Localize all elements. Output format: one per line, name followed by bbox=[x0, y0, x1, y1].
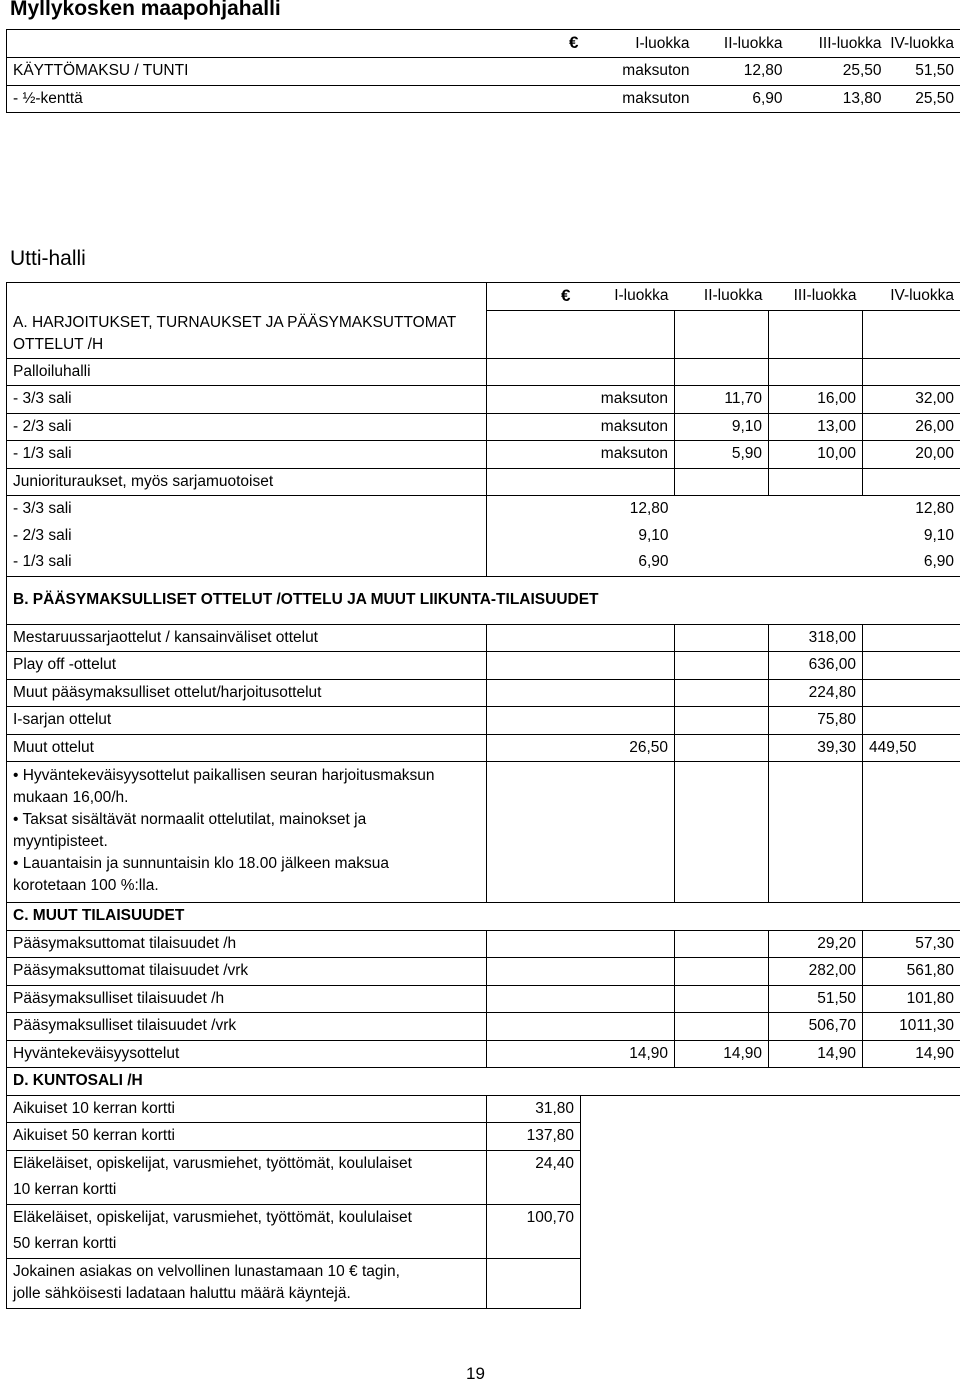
row-label: Eläkeläiset, opiskelijat, varusmiehet, työttömät, koululaiset bbox=[7, 1150, 487, 1177]
table-row bbox=[7, 985, 960, 1013]
cell-value: 31,80 bbox=[487, 1095, 581, 1123]
section-b-heading: B. PÄÄSYMAKSULLISET OTTELUT /OTTELU JA MUUT LIIKUNTA-TILAISUUDET bbox=[7, 576, 960, 624]
euro-symbol: € bbox=[561, 285, 571, 305]
table-row bbox=[7, 386, 960, 414]
cell-value: 25,50 bbox=[789, 58, 888, 86]
row-label: Pääsymaksuttomat tilaisuudet /vrk bbox=[7, 958, 487, 986]
table-row bbox=[7, 85, 960, 113]
note-line: • Lauantaisin ja sunnuntaisin klo 18.00 jälkeen maksua bbox=[13, 855, 389, 872]
cell-value: 9,10 bbox=[863, 523, 960, 550]
cell-value: 9,10 bbox=[638, 526, 669, 544]
cell-value: 561,80 bbox=[863, 958, 960, 986]
table-row bbox=[7, 549, 960, 576]
cell-value: 318,00 bbox=[769, 624, 863, 652]
row-label: - 3/3 sali bbox=[7, 496, 487, 523]
row-label: Muut pääsymaksulliset ottelut/harjoitusottelut bbox=[7, 679, 487, 707]
table-row bbox=[7, 576, 960, 624]
row-label: Palloiluhalli bbox=[7, 358, 487, 386]
cell-value: 449,50 bbox=[863, 734, 960, 762]
page-title-myllykoski: Myllykosken maapohjahalli bbox=[10, 0, 281, 20]
cell-value: 24,40 bbox=[487, 1150, 581, 1177]
page-title-utti: Utti-halli bbox=[10, 247, 86, 270]
cell-value: 636,00 bbox=[769, 652, 863, 680]
cell-value: 26,00 bbox=[863, 413, 960, 441]
section-a-heading: A. HARJOITUKSET, TURNAUKSET JA PÄÄSYMAKSUTTOMAT OTTELUT /H bbox=[7, 283, 487, 359]
table-row bbox=[7, 1013, 960, 1041]
cell-value: maksuton bbox=[487, 413, 675, 441]
cell-value: 6,90 bbox=[487, 549, 675, 576]
footnote-line: jolle sähköisesti ladataan haluttu määrä käyntejä. bbox=[13, 1285, 351, 1302]
cell-value: 13,00 bbox=[769, 413, 863, 441]
cell-value: 26,50 bbox=[487, 734, 675, 762]
table-row bbox=[7, 679, 960, 707]
cell-value: 51,50 bbox=[769, 985, 863, 1013]
row-label: - 2/3 sali bbox=[7, 523, 487, 550]
cell-value: 137,80 bbox=[487, 1123, 581, 1151]
row-label: Play off -ottelut bbox=[7, 652, 487, 680]
table-row bbox=[7, 441, 960, 469]
col-header: IV-luokka bbox=[888, 30, 960, 58]
cell-value: 14,90 bbox=[487, 1040, 675, 1068]
cell-value: 6,90 bbox=[863, 549, 960, 576]
cell-value: 20,00 bbox=[863, 441, 960, 469]
cell-value: 12,80 bbox=[629, 500, 669, 518]
cell-value: 29,20 bbox=[769, 930, 863, 958]
cell-value: maksuton bbox=[599, 85, 696, 113]
note-line: korotetaan 100 %:lla. bbox=[13, 877, 159, 894]
table-row bbox=[7, 903, 960, 931]
cell-value: 32,00 bbox=[863, 386, 960, 414]
row-label: - 1/3 sali bbox=[7, 549, 487, 576]
row-label: 10 kerran kortti bbox=[7, 1177, 487, 1204]
table-row bbox=[7, 707, 960, 735]
cell-value: 57,30 bbox=[863, 930, 960, 958]
note-line: mukaan 16,00/h. bbox=[13, 789, 129, 806]
cell-value: 506,70 bbox=[769, 1013, 863, 1041]
table-row bbox=[7, 413, 960, 441]
cell-value: 75,80 bbox=[769, 707, 863, 735]
cell-value: maksuton bbox=[599, 58, 696, 86]
page-number: 19 bbox=[466, 1364, 485, 1383]
row-label: Pääsymaksulliset tilaisuudet /vrk bbox=[7, 1013, 487, 1041]
cell-value: 14,90 bbox=[769, 1040, 863, 1068]
row-label: Pääsymaksuttomat tilaisuudet /h bbox=[7, 930, 487, 958]
section-d-heading: D. KUNTOSALI /H bbox=[7, 1068, 960, 1096]
col-header: I-luokka bbox=[599, 30, 696, 58]
col-header: III-luokka bbox=[789, 30, 888, 58]
table-row bbox=[7, 1095, 960, 1123]
note-line: • Hyväntekeväisyysottelut paikallisen seuran harjoitusmaksun bbox=[13, 767, 435, 784]
cell-value: 10,00 bbox=[769, 441, 863, 469]
table-row bbox=[7, 1040, 960, 1068]
cell-value: 51,50 bbox=[888, 58, 960, 86]
table-row bbox=[7, 468, 960, 496]
row-label: Eläkeläiset, opiskelijat, varusmiehet, työttömät, koululaiset bbox=[7, 1204, 487, 1231]
table-header-row bbox=[7, 30, 960, 58]
euro-symbol: € bbox=[569, 33, 579, 52]
section-c-heading: C. MUUT TILAISUUDET bbox=[7, 903, 960, 931]
cell-value: 101,80 bbox=[863, 985, 960, 1013]
cell-value: 5,90 bbox=[675, 441, 769, 469]
col-header: IV-luokka bbox=[863, 283, 960, 311]
col-header: III-luokka bbox=[769, 283, 863, 311]
row-label: - 1/3 sali bbox=[7, 441, 487, 469]
table-row bbox=[7, 958, 960, 986]
row-label: Hyväntekeväisyysottelut bbox=[7, 1040, 487, 1068]
row-label: Aikuiset 50 kerran kortti bbox=[7, 1123, 487, 1151]
table-row bbox=[7, 496, 960, 523]
row-label: - ½-kenttä bbox=[7, 85, 599, 113]
table-row bbox=[7, 734, 960, 762]
notes-cell bbox=[7, 762, 487, 903]
cell-value: 282,00 bbox=[769, 958, 863, 986]
cell-value: 14,90 bbox=[863, 1040, 960, 1068]
cell-value: 12,80 bbox=[863, 496, 960, 523]
row-label: I-sarjan ottelut bbox=[7, 707, 487, 735]
note-line: myyntipisteet. bbox=[13, 833, 108, 850]
cell-value: 16,00 bbox=[769, 386, 863, 414]
cell-value: 224,80 bbox=[769, 679, 863, 707]
footnote-line: Jokainen asiakas on velvollinen lunastamaan 10 € tagin, bbox=[13, 1263, 400, 1280]
note-line: • Taksat sisältävät normaalit ottelutilat, mainokset ja bbox=[13, 811, 367, 828]
cell-value: 1011,30 bbox=[863, 1013, 960, 1041]
myllykoski-price-table bbox=[6, 29, 960, 113]
cell-value: 13,80 bbox=[789, 85, 888, 113]
table-row bbox=[7, 1068, 960, 1096]
table-row bbox=[7, 930, 960, 958]
row-label: Muut ottelut bbox=[7, 734, 487, 762]
table-row bbox=[7, 358, 960, 386]
row-label: Mestaruussarjaottelut / kansainväliset ottelut bbox=[7, 624, 487, 652]
cell-value: 6,90 bbox=[696, 85, 789, 113]
table-row bbox=[7, 652, 960, 680]
cell-value: maksuton bbox=[487, 441, 675, 469]
cell-value: 14,90 bbox=[675, 1040, 769, 1068]
cell-value: 9,10 bbox=[675, 413, 769, 441]
table-row bbox=[7, 624, 960, 652]
row-label: Pääsymaksulliset tilaisuudet /h bbox=[7, 985, 487, 1013]
cell-value: 39,30 bbox=[769, 734, 863, 762]
row-label: 50 kerran kortti bbox=[7, 1231, 487, 1258]
table-row bbox=[7, 58, 960, 86]
cell-value: maksuton bbox=[487, 386, 675, 414]
row-label: Aikuiset 10 kerran kortti bbox=[7, 1095, 487, 1123]
row-label: - 2/3 sali bbox=[7, 413, 487, 441]
col-header: II-luokka bbox=[696, 30, 789, 58]
cell-value: 25,50 bbox=[888, 85, 960, 113]
footnote-cell bbox=[7, 1258, 487, 1308]
row-label: KÄYTTÖMAKSU / TUNTI bbox=[7, 58, 599, 86]
col-header: II-luokka bbox=[675, 283, 769, 311]
cell-value: 12,80 bbox=[696, 58, 789, 86]
notes-row bbox=[7, 762, 960, 903]
row-label: - 3/3 sali bbox=[7, 386, 487, 414]
cell-value: 11,70 bbox=[675, 386, 769, 414]
row-label: Juniorituraukset, myös sarjamuotoiset bbox=[7, 468, 487, 496]
table-header-row bbox=[7, 283, 960, 311]
cell-value: 100,70 bbox=[487, 1204, 581, 1231]
col-header: I-luokka bbox=[581, 283, 675, 311]
table-row bbox=[7, 523, 960, 550]
utti-price-table bbox=[6, 282, 960, 1309]
